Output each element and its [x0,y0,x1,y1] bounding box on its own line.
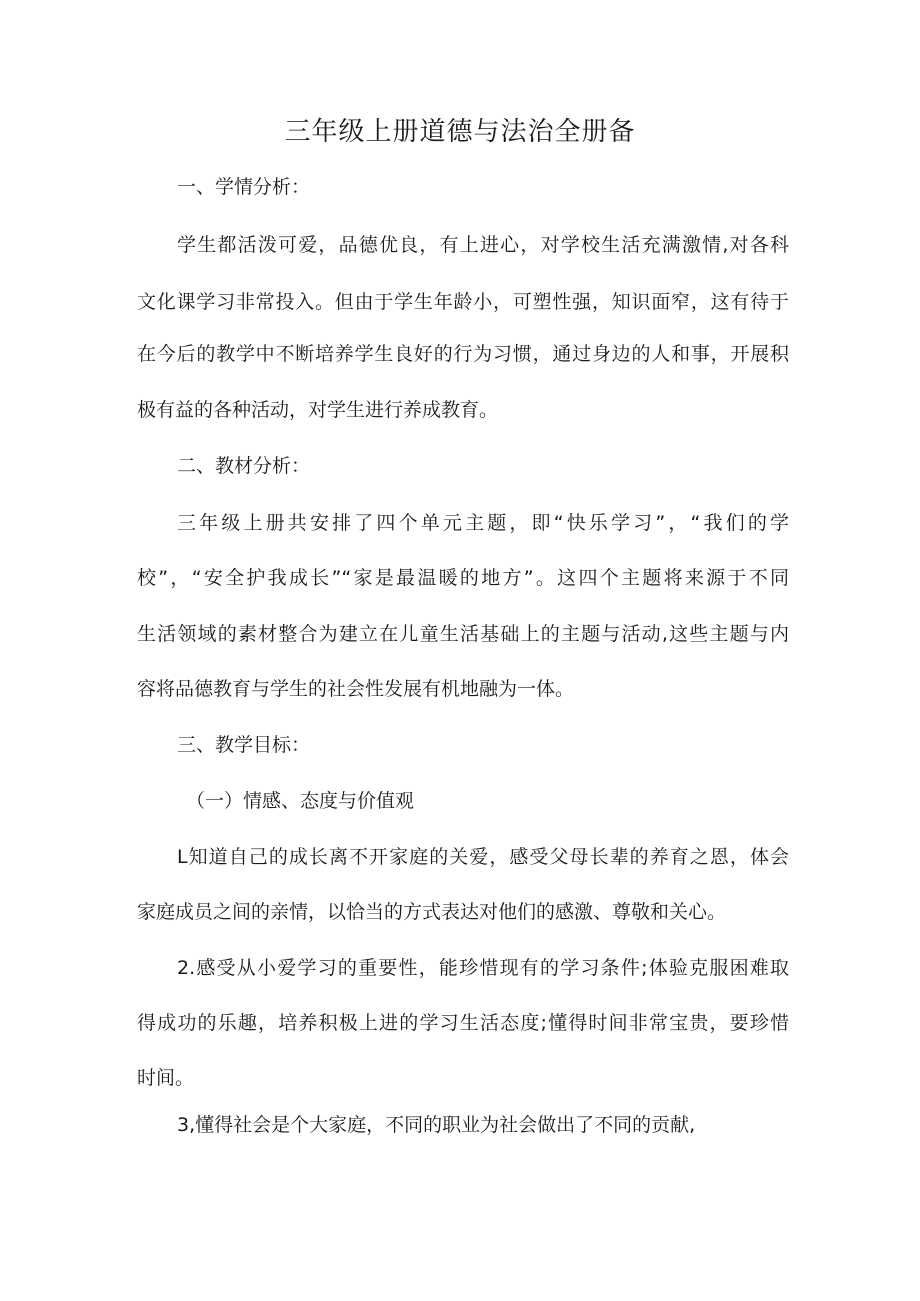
paragraph-line: 3,懂得社会是个大家庭，不同的职业为社会做出了不同的贡献, [177,1114,696,1136]
paragraph-line: L知道自己的成长离不开家庭的关爱，感受父母长辈的养育之恩，体会 [177,846,789,868]
paragraph-line: 生活领域的素材整合为建立在儿童生活基础上的主题与活动,这些主题与内 [137,623,789,645]
heading-2: 二、教材分析： [177,455,311,477]
document-title: 三年级上册道德与法治全册备 [284,117,636,147]
paragraph-line: 得成功的乐趣，培养积极上进的学习生活态度;懂得时间非常宝贵，要珍惜 [137,1012,789,1034]
paragraph-line: 时间。 [137,1067,195,1089]
paragraph-line: 学生都活泼可爱，品德优良，有上进心，对学校生活充满激情,对各科 [177,234,789,256]
heading-3: 三、教学目标： [177,734,311,756]
paragraph-line: 校”，“安全护我成长”“家是最温暖的地方”。这四个主题将来源于不同 [137,567,789,589]
paragraph-line: 三年级上册共安排了四个单元主题，即“快乐学习”，“我们的学 [177,512,789,534]
paragraph-line: 容将品德教育与学生的社会性发展有机地融为一体。 [137,678,575,700]
paragraph-line: 极有益的各种活动，对学生进行养成教育。 [137,399,499,421]
paragraph-line: 文化课学习非常投入。但由于学生年龄小，可塑性强，知识面窄，这有待于 [137,291,789,313]
paragraph-line: 家庭成员之间的亲情，以恰当的方式表达对他们的感激、尊敬和关心。 [137,901,727,923]
heading-1: 一、学情分析： [177,176,311,198]
subheading: （一）情感、态度与价值观 [186,790,415,812]
paragraph-line: 在今后的教学中不断培养学生良好的行为习惯，通过身边的人和事，开展积 [137,343,789,365]
paragraph-line: 2.感受从小爱学习的重要性，能珍惜现有的学习条件;体验克服困难取 [177,957,789,979]
